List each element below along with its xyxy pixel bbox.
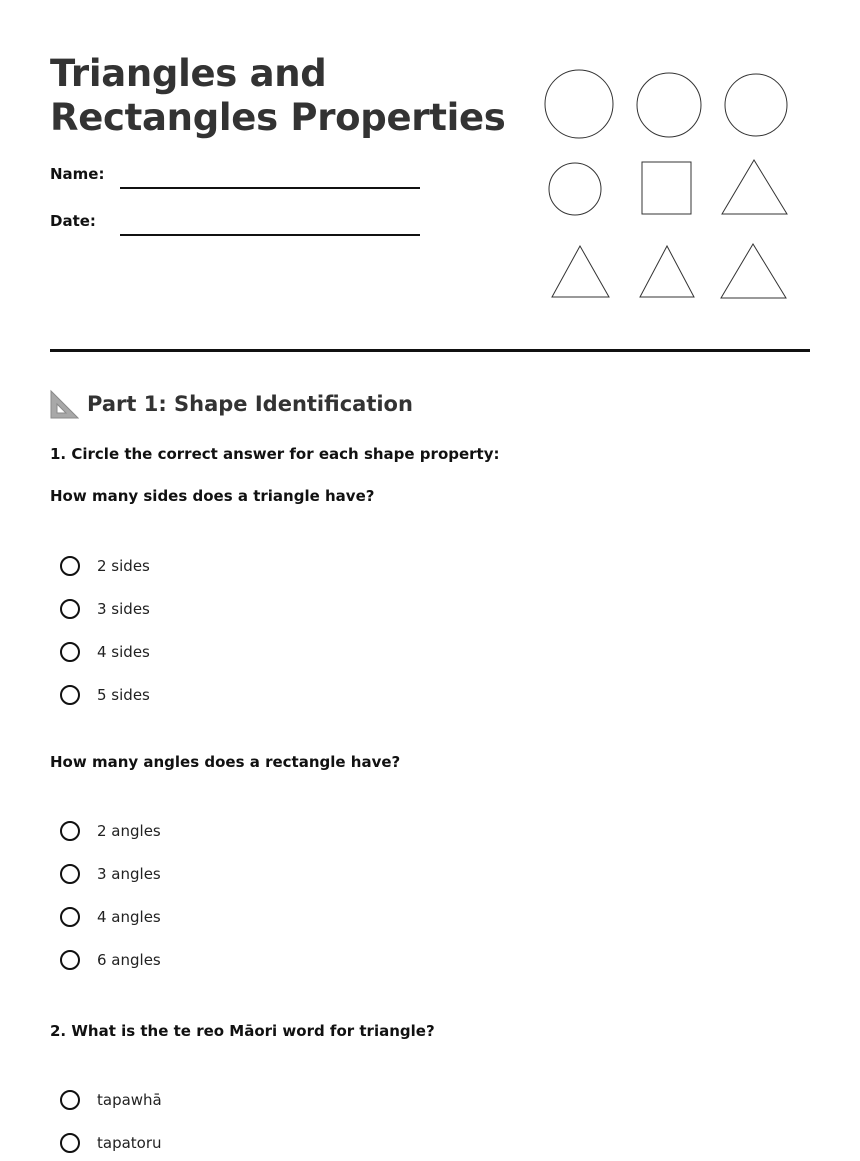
radio-circle[interactable] bbox=[60, 907, 80, 927]
square-shape bbox=[642, 162, 691, 214]
radio-circle[interactable] bbox=[60, 950, 80, 970]
option-tapatoru[interactable] bbox=[60, 1130, 162, 1156]
radio-circle[interactable] bbox=[60, 864, 80, 884]
option-label: 3 angles bbox=[97, 865, 161, 883]
title-line-2: Rectangles Properties bbox=[50, 96, 506, 139]
set-square-icon bbox=[50, 389, 79, 419]
circle-shape bbox=[545, 70, 613, 138]
radio-circle[interactable] bbox=[60, 556, 80, 576]
radio-circle[interactable] bbox=[60, 685, 80, 705]
part-1-heading bbox=[50, 386, 413, 422]
question-rectangle-angles: How many angles does a rectangle have? bbox=[50, 753, 401, 771]
circle-shape bbox=[549, 163, 601, 215]
worksheet-page bbox=[50, 0, 810, 1161]
section-title: Part 1: Shape Identification bbox=[87, 392, 413, 416]
option-label: 2 angles bbox=[97, 822, 161, 840]
option-2-angles[interactable] bbox=[60, 818, 161, 844]
radio-circle[interactable] bbox=[60, 1133, 80, 1153]
option-label: tapawhā bbox=[97, 1091, 162, 1109]
date-field[interactable] bbox=[120, 234, 420, 236]
radio-circle[interactable] bbox=[60, 1090, 80, 1110]
question-triangle-sides: How many sides does a triangle have? bbox=[50, 487, 375, 505]
option-6-angles[interactable] bbox=[60, 947, 161, 973]
name-label: Name: bbox=[50, 165, 105, 183]
option-label: 2 sides bbox=[97, 557, 150, 575]
radio-circle[interactable] bbox=[60, 599, 80, 619]
option-3-angles[interactable] bbox=[60, 861, 161, 887]
option-4-sides[interactable] bbox=[60, 639, 150, 665]
date-label: Date: bbox=[50, 212, 96, 230]
circle-shape bbox=[725, 74, 787, 136]
name-field[interactable] bbox=[120, 187, 420, 189]
page-title bbox=[50, 52, 510, 140]
radio-circle[interactable] bbox=[60, 821, 80, 841]
option-label: 6 angles bbox=[97, 951, 161, 969]
option-label: 4 sides bbox=[97, 643, 150, 661]
triangle-shape bbox=[552, 246, 609, 297]
option-tapawha[interactable] bbox=[60, 1087, 162, 1113]
shapes-illustration bbox=[540, 58, 800, 308]
circle-shape bbox=[637, 73, 701, 137]
option-3-sides[interactable] bbox=[60, 596, 150, 622]
title-line-1: Triangles and bbox=[50, 52, 327, 95]
option-label: 4 angles bbox=[97, 908, 161, 926]
question-maori-triangle: 2. What is the te reo Māori word for triangle? bbox=[50, 1022, 435, 1040]
triangle-shape bbox=[721, 244, 786, 298]
triangle-shape bbox=[722, 160, 787, 214]
option-2-sides[interactable] bbox=[60, 553, 150, 579]
option-4-angles[interactable] bbox=[60, 904, 161, 930]
option-label: 3 sides bbox=[97, 600, 150, 618]
option-label: tapatoru bbox=[97, 1134, 162, 1152]
section-divider bbox=[50, 349, 810, 352]
option-label: 5 sides bbox=[97, 686, 150, 704]
option-5-sides[interactable] bbox=[60, 682, 150, 708]
instruction-text: 1. Circle the correct answer for each shape property: bbox=[50, 445, 500, 463]
triangle-shape bbox=[640, 246, 694, 297]
shapes-grid-icon bbox=[540, 58, 800, 308]
radio-circle[interactable] bbox=[60, 642, 80, 662]
